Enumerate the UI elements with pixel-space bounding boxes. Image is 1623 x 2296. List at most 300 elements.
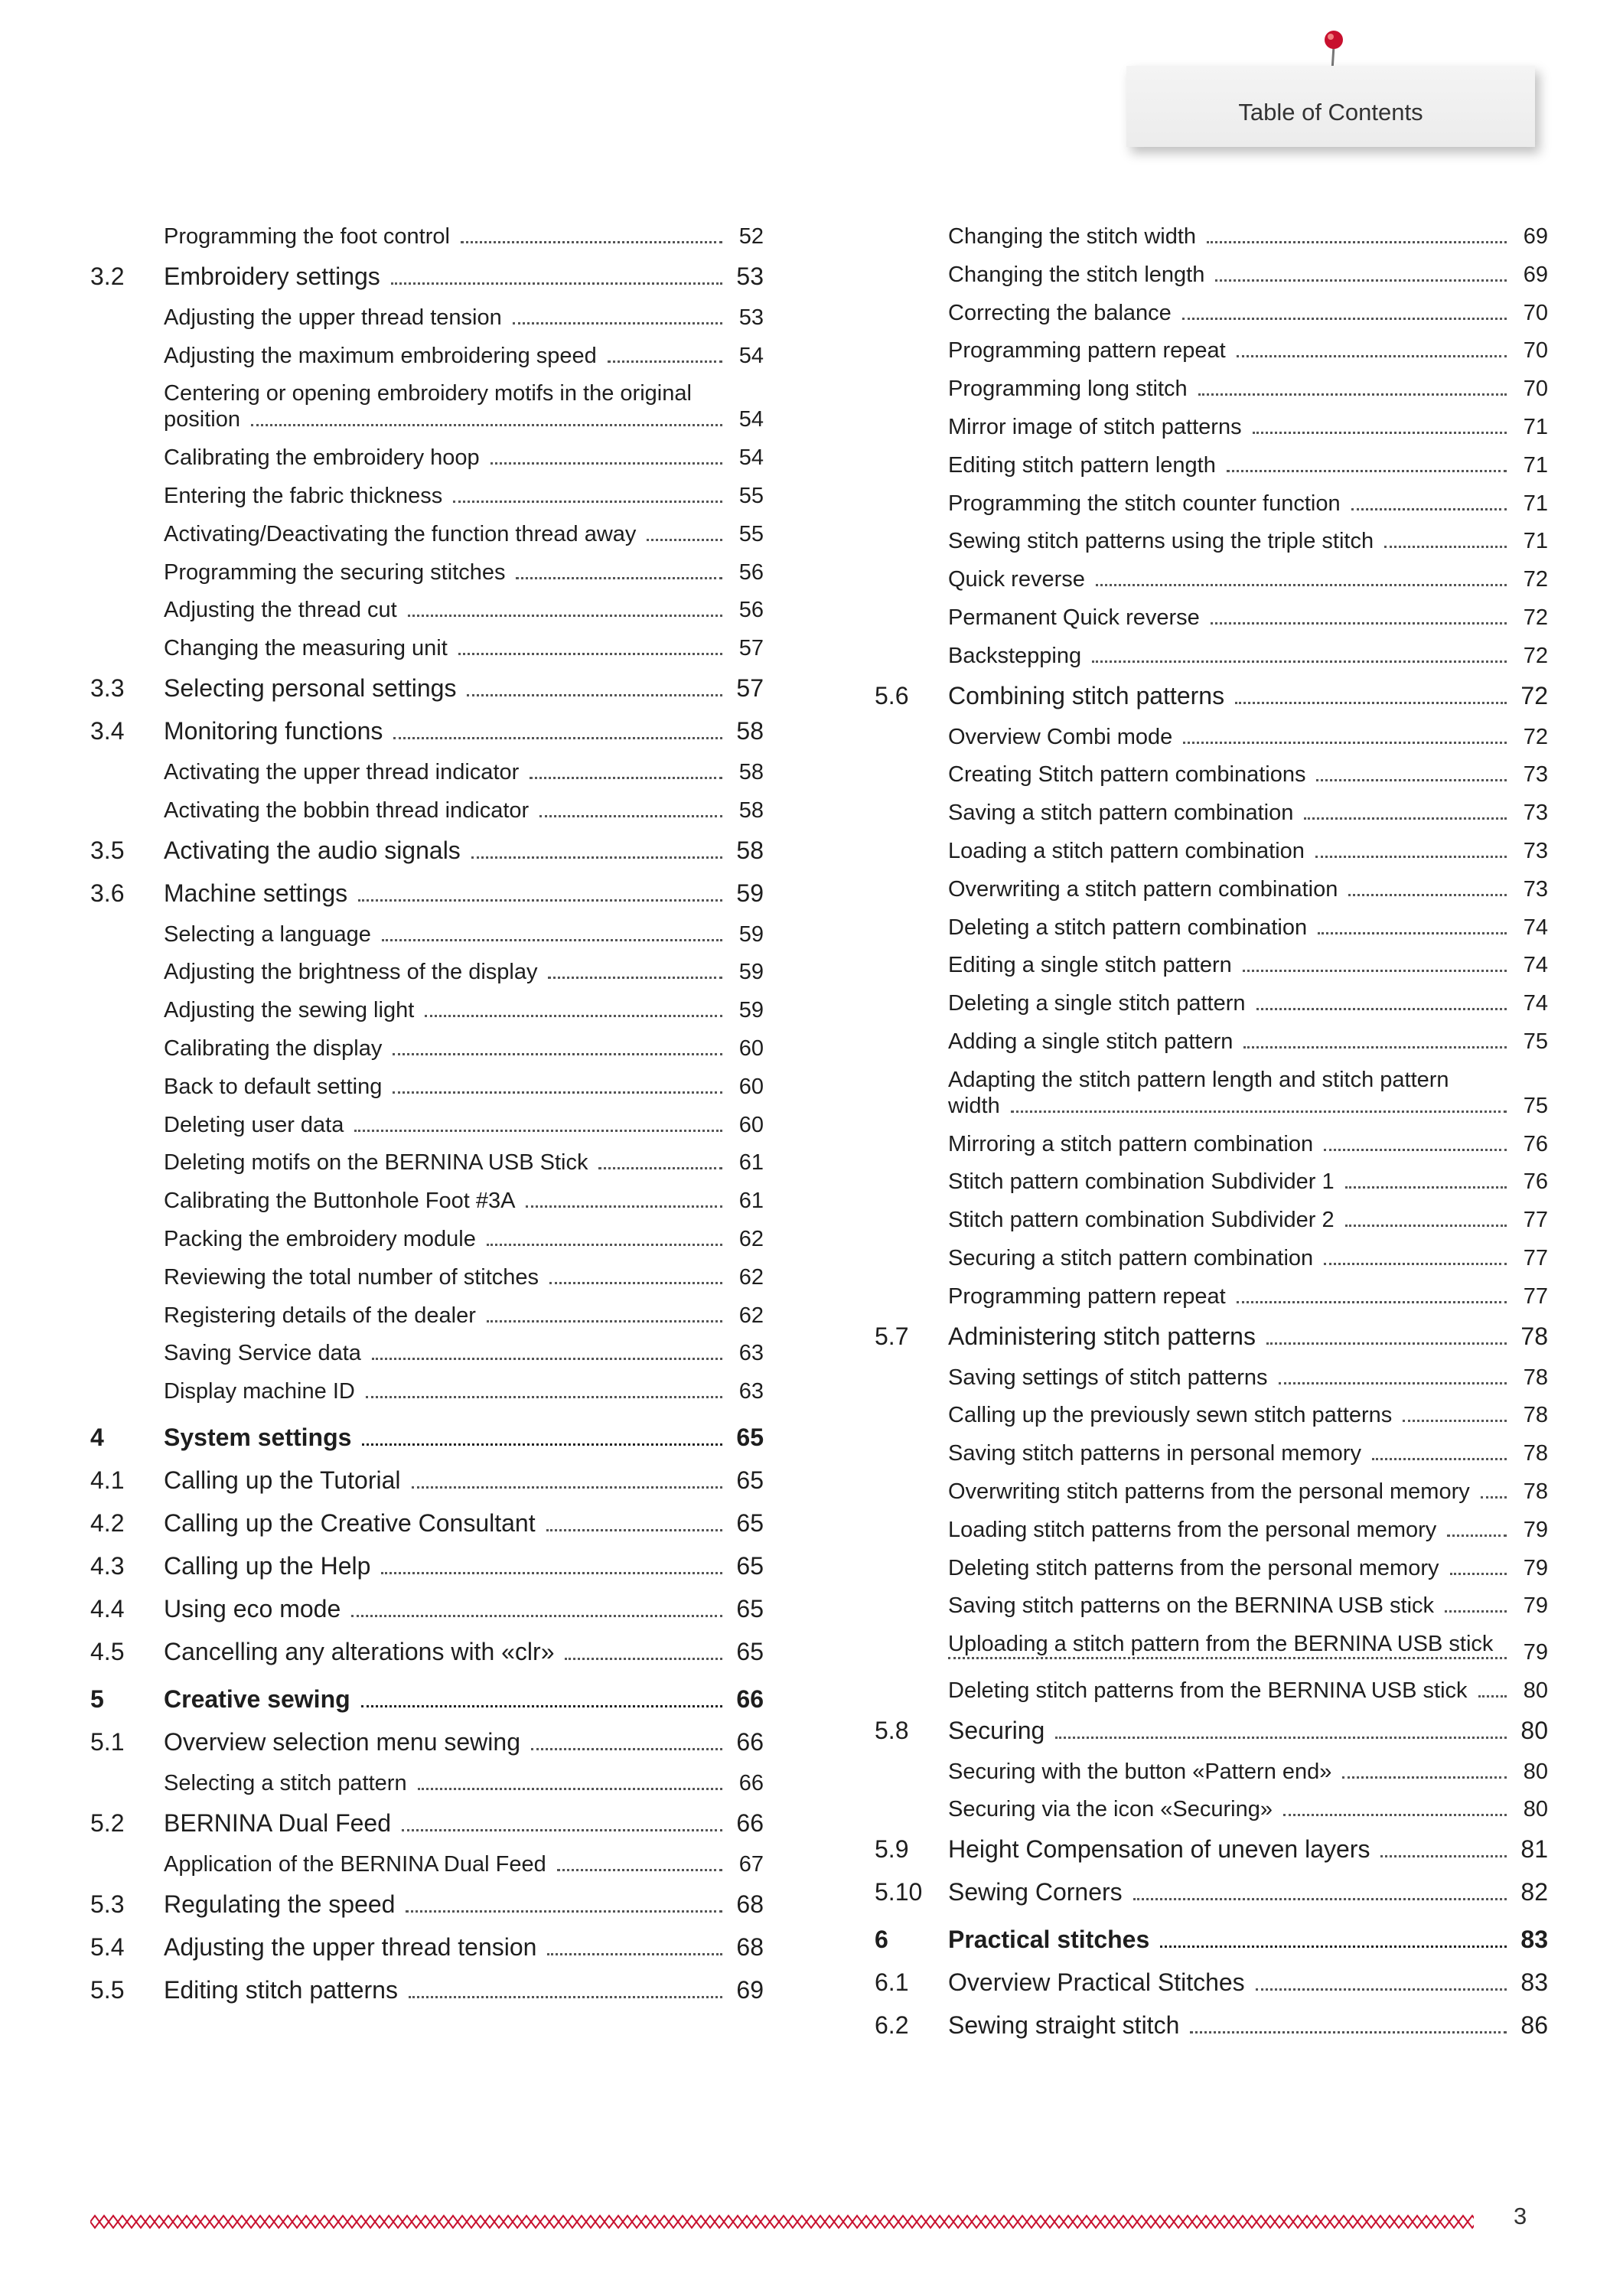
toc-entry[interactable] bbox=[875, 1245, 1548, 1271]
toc-entry-title-wrap bbox=[948, 800, 1514, 826]
toc-entry-title-continued: width bbox=[948, 1093, 1000, 1118]
toc-entry-page: 68 bbox=[736, 1932, 764, 1961]
toc-entry[interactable] bbox=[90, 1226, 764, 1252]
zigzag-line bbox=[90, 2222, 1474, 2228]
toc-entry[interactable] bbox=[875, 915, 1548, 941]
toc-entry-title: Saving Service data bbox=[164, 1341, 361, 1366]
toc-entry-title: Deleting motifs on the BERNINA USB Stick bbox=[164, 1150, 588, 1176]
toc-entry[interactable] bbox=[875, 1029, 1548, 1055]
toc-entry-title-wrap bbox=[948, 1440, 1514, 1466]
toc-entry-title-wrap bbox=[948, 1245, 1514, 1271]
toc-entry-number: 5.4 bbox=[90, 1932, 125, 1961]
toc-entry[interactable] bbox=[90, 1150, 764, 1176]
toc-entry-title-wrap bbox=[164, 1423, 730, 1452]
toc-entry-title: Overwriting stitch patterns from the personal memory bbox=[948, 1479, 1470, 1504]
toc-entry[interactable] bbox=[875, 643, 1548, 669]
toc-dot-leader bbox=[1256, 1988, 1507, 1991]
toc-dot-leader bbox=[393, 1091, 722, 1094]
toc-entry-title: Correcting the balance bbox=[948, 300, 1172, 325]
toc-entry-page: 52 bbox=[738, 224, 764, 249]
toc-entry[interactable] bbox=[90, 223, 764, 249]
toc-entry[interactable] bbox=[90, 445, 764, 471]
toc-dot-leader bbox=[546, 1529, 722, 1531]
toc-entry-page: 60 bbox=[738, 1074, 764, 1099]
toc-entry-page: 66 bbox=[736, 1728, 764, 1756]
toc-entry-page: 71 bbox=[1523, 529, 1548, 554]
toc-entry-number: 3.3 bbox=[90, 673, 125, 702]
toc-entry[interactable] bbox=[875, 1440, 1548, 1466]
toc-entry[interactable] bbox=[90, 797, 764, 823]
toc-entry[interactable] bbox=[90, 1264, 764, 1290]
toc-dot-leader bbox=[1011, 1110, 1507, 1113]
toc-entry-title: Editing a single stitch pattern bbox=[948, 953, 1232, 978]
toc-column-left bbox=[90, 223, 764, 2018]
toc-entry[interactable] bbox=[90, 1074, 764, 1100]
toc-dot-leader bbox=[1055, 1737, 1507, 1739]
toc-entry[interactable] bbox=[875, 1479, 1548, 1505]
toc-entry-title-wrap bbox=[164, 1684, 730, 1714]
toc-entry-page: 62 bbox=[738, 1264, 764, 1290]
toc-entry-page: 78 bbox=[1523, 1365, 1548, 1390]
toc-entry-page: 83 bbox=[1520, 1926, 1548, 1954]
toc-entry-page: 80 bbox=[1520, 1716, 1548, 1744]
toc-entry-title-wrap bbox=[164, 1808, 730, 1838]
toc-entry-page: 60 bbox=[738, 1035, 764, 1061]
toc-entry-title: Selecting personal settings bbox=[164, 673, 457, 702]
toc-entry-title: Regulating the speed bbox=[164, 1890, 396, 1918]
toc-entry-title: Securing a stitch pattern combination bbox=[948, 1245, 1314, 1270]
toc-entry[interactable] bbox=[875, 1365, 1548, 1391]
toc-entry-title: Activating the bobbin thread indicator bbox=[164, 797, 530, 823]
toc-entry-page: 69 bbox=[736, 1975, 764, 2004]
toc-entry-title: Saving stitch patterns in personal memory bbox=[948, 1441, 1361, 1466]
toc-entry-title: Adding a single stitch pattern bbox=[948, 1029, 1234, 1054]
toc-entry-title-wrap bbox=[164, 1770, 730, 1796]
toc-entry-title-wrap bbox=[948, 223, 1514, 249]
toc-entry-page: 72 bbox=[1523, 724, 1548, 749]
toc-entry[interactable] bbox=[875, 1759, 1548, 1785]
toc-entry[interactable] bbox=[90, 343, 764, 369]
toc-dot-leader bbox=[531, 1748, 722, 1750]
toc-dot-leader bbox=[1207, 241, 1507, 243]
toc-entry[interactable] bbox=[90, 559, 764, 585]
toc-entry-title: Back to default setting bbox=[164, 1074, 383, 1099]
toc-entry[interactable] bbox=[875, 300, 1548, 326]
toc-entry-page: 60 bbox=[738, 1112, 764, 1137]
toc-dot-leader bbox=[1279, 1382, 1507, 1384]
toc-dot-leader bbox=[557, 1869, 722, 1871]
toc-entry[interactable] bbox=[90, 716, 764, 745]
toc-entry-title-wrap bbox=[164, 305, 730, 331]
toc-entry-title: Calibrating the embroidery hoop bbox=[164, 445, 480, 471]
toc-entry[interactable] bbox=[875, 338, 1548, 364]
toc-entry-page: 53 bbox=[736, 262, 764, 290]
toc-entry-title-wrap bbox=[164, 1112, 730, 1138]
toc-entry[interactable] bbox=[90, 1551, 764, 1580]
toc-entry[interactable] bbox=[90, 597, 764, 623]
toc-entry-number: 5.9 bbox=[875, 1835, 909, 1864]
toc-entry-page: 73 bbox=[1523, 838, 1548, 863]
toc-entry-number: 5.2 bbox=[90, 1808, 125, 1837]
toc-entry[interactable] bbox=[875, 452, 1548, 478]
toc-entry-title-wrap bbox=[164, 836, 730, 865]
toc-entry[interactable] bbox=[90, 1508, 764, 1538]
toc-entry-title: Adjusting the thread cut bbox=[164, 598, 397, 623]
toc-entry-title-wrap bbox=[948, 1925, 1514, 1954]
toc-entry[interactable] bbox=[90, 1808, 764, 1838]
toc-entry-page: 58 bbox=[738, 797, 764, 823]
toc-entry-page: 62 bbox=[738, 1303, 764, 1328]
toc-dot-leader bbox=[1160, 1945, 1507, 1948]
toc-dot-leader bbox=[1445, 1610, 1507, 1613]
toc-entry-title: System settings bbox=[164, 1424, 352, 1452]
toc-dot-leader bbox=[354, 1130, 722, 1132]
toc-entry-number: 5.8 bbox=[875, 1716, 909, 1744]
toc-entry-title-wrap bbox=[948, 915, 1514, 941]
toc-entry-title: Activating the upper thread indicator bbox=[164, 759, 520, 784]
toc-entry[interactable] bbox=[90, 997, 764, 1023]
toc-entry-page: 77 bbox=[1523, 1208, 1548, 1233]
toc-entry[interactable] bbox=[90, 879, 764, 908]
toc-entry[interactable] bbox=[875, 1283, 1548, 1309]
toc-dot-leader bbox=[1283, 1814, 1507, 1816]
toc-entry[interactable] bbox=[875, 1322, 1548, 1351]
toc-entry-page: 86 bbox=[1520, 2011, 1548, 2040]
toc-entry-title-wrap bbox=[948, 262, 1514, 288]
toc-entry[interactable] bbox=[875, 1517, 1548, 1543]
toc-entry-page: 72 bbox=[1523, 567, 1548, 592]
toc-entry-page: 74 bbox=[1523, 953, 1548, 978]
toc-entry-title: Embroidery settings bbox=[164, 262, 380, 290]
toc-dot-leader bbox=[526, 1205, 722, 1208]
toc-entry-title: Monitoring functions bbox=[164, 716, 383, 745]
toc-entry-page: 63 bbox=[738, 1379, 764, 1404]
toc-entry[interactable] bbox=[90, 1340, 764, 1366]
toc-entry[interactable] bbox=[90, 1035, 764, 1062]
toc-entry-page: 70 bbox=[1523, 300, 1548, 325]
toc-entry-title-wrap bbox=[164, 597, 730, 623]
toc-entry[interactable] bbox=[875, 952, 1548, 978]
toc-entry[interactable] bbox=[875, 528, 1548, 554]
toc-entry-title-wrap bbox=[164, 1851, 730, 1877]
toc-entry-title-wrap bbox=[164, 635, 730, 661]
toc-entry-title: Programming the stitch counter function bbox=[948, 491, 1341, 516]
toc-entry-title: Saving a stitch pattern combination bbox=[948, 801, 1294, 826]
toc-entry-title: Calibrating the display bbox=[164, 1035, 383, 1061]
toc-entry-title-wrap bbox=[164, 1932, 730, 1962]
toc-dot-leader bbox=[458, 653, 722, 655]
toc-entry-page: 71 bbox=[1523, 414, 1548, 439]
toc-entry-page: 65 bbox=[736, 1424, 764, 1452]
toc-entry-title-wrap bbox=[948, 1593, 1514, 1619]
toc-dot-leader bbox=[406, 1910, 722, 1913]
toc-entry-page: 78 bbox=[1523, 1479, 1548, 1504]
toc-entry[interactable] bbox=[875, 566, 1548, 592]
toc-entry-title: Saving settings of stitch patterns bbox=[948, 1365, 1268, 1390]
toc-entry-title-wrap bbox=[948, 1402, 1514, 1428]
toc-entry[interactable] bbox=[90, 1594, 764, 1623]
toc-dot-leader bbox=[381, 1572, 722, 1574]
toc-entry-page: 65 bbox=[736, 1638, 764, 1666]
toc-entry-page: 80 bbox=[1523, 1797, 1548, 1822]
toc-dot-leader bbox=[362, 1443, 722, 1446]
toc-entry[interactable] bbox=[90, 1684, 764, 1714]
toc-entry-title-wrap bbox=[948, 452, 1514, 478]
toc-entry-title: Mirroring a stitch pattern combination bbox=[948, 1131, 1314, 1156]
toc-entry-title: Editing stitch patterns bbox=[164, 1975, 398, 2004]
toc-dot-leader bbox=[487, 1320, 722, 1322]
toc-entry[interactable] bbox=[90, 1770, 764, 1796]
toc-entry-title-wrap bbox=[948, 1835, 1514, 1864]
toc-dot-leader bbox=[425, 1015, 722, 1017]
toc-entry[interactable] bbox=[875, 1796, 1548, 1822]
toc-entry[interactable] bbox=[90, 1378, 764, 1404]
toc-entry-title-wrap bbox=[948, 1169, 1514, 1195]
toc-entry[interactable] bbox=[875, 838, 1548, 864]
toc-entry-page: 81 bbox=[1520, 1835, 1548, 1864]
toc-entry[interactable] bbox=[875, 800, 1548, 826]
toc-entry-page: 73 bbox=[1523, 801, 1548, 826]
toc-dot-leader bbox=[1182, 318, 1507, 320]
toc-entry-title: Changing the measuring unit bbox=[164, 636, 448, 661]
toc-entry-number: 6 bbox=[875, 1926, 888, 1954]
toc-entry-page: 76 bbox=[1523, 1169, 1548, 1195]
toc-entry-title: Entering the fabric thickness bbox=[164, 483, 443, 508]
toc-entry-page: 59 bbox=[738, 960, 764, 985]
toc-entry-page: 59 bbox=[738, 998, 764, 1023]
toc-entry[interactable] bbox=[90, 1851, 764, 1877]
toc-entry-title-wrap bbox=[164, 1188, 730, 1214]
toc-entry[interactable] bbox=[90, 1890, 764, 1919]
toc-entry-title-wrap bbox=[948, 1283, 1514, 1309]
toc-entry[interactable] bbox=[90, 1466, 764, 1495]
toc-entry[interactable] bbox=[875, 876, 1548, 902]
toc-entry[interactable] bbox=[90, 1727, 764, 1756]
toc-entry-title: Loading stitch patterns from the personal memory bbox=[948, 1517, 1437, 1542]
toc-entry[interactable] bbox=[875, 491, 1548, 517]
toc-dot-leader bbox=[549, 1282, 722, 1284]
toc-entry-title-wrap bbox=[948, 1322, 1514, 1351]
toc-entry-page: 55 bbox=[738, 483, 764, 508]
toc-entry[interactable] bbox=[875, 1207, 1548, 1233]
toc-entry[interactable] bbox=[875, 990, 1548, 1016]
toc-dot-leader bbox=[409, 1996, 722, 1998]
toc-entry[interactable] bbox=[875, 1925, 1548, 1954]
toc-entry[interactable] bbox=[875, 223, 1548, 249]
toc-entry-page: 75 bbox=[1523, 1093, 1548, 1118]
toc-entry[interactable] bbox=[90, 1112, 764, 1138]
toc-entry-page: 62 bbox=[738, 1226, 764, 1251]
toc-entry-page: 79 bbox=[1523, 1640, 1548, 1665]
toc-entry[interactable] bbox=[90, 262, 764, 291]
toc-entry-title-wrap bbox=[948, 2011, 1514, 2040]
toc-dot-leader bbox=[1304, 817, 1507, 820]
toc-entry-title-wrap bbox=[164, 716, 730, 745]
toc-entry[interactable] bbox=[875, 1555, 1548, 1581]
toc-entry-title-wrap bbox=[164, 380, 730, 432]
toc-entry-title-wrap bbox=[164, 521, 730, 547]
toc-entry-page: 83 bbox=[1520, 1968, 1548, 1997]
toc-entry-title: Programming the foot control bbox=[164, 224, 450, 249]
toc-dot-leader bbox=[1450, 1573, 1507, 1575]
toc-entry-page: 65 bbox=[736, 1595, 764, 1623]
toc-entry[interactable] bbox=[90, 521, 764, 547]
toc-entry[interactable] bbox=[90, 483, 764, 509]
toc-entry[interactable] bbox=[90, 1975, 764, 2004]
toc-entry[interactable] bbox=[875, 1067, 1548, 1119]
toc-entry[interactable] bbox=[90, 380, 764, 432]
toc-entry-page: 53 bbox=[738, 305, 764, 330]
toc-entry-title-wrap bbox=[948, 1555, 1514, 1581]
toc-dot-leader bbox=[565, 1658, 722, 1660]
toc-dot-leader bbox=[358, 899, 722, 902]
toc-entry-title-wrap bbox=[164, 1074, 730, 1100]
toc-entry-page: 79 bbox=[1523, 1593, 1548, 1619]
footer-decorative-border bbox=[90, 2213, 1474, 2230]
toc-entry-title: Stitch pattern combination Subdivider 1 bbox=[948, 1169, 1335, 1195]
toc-dot-leader bbox=[513, 322, 722, 325]
toc-entry-title: Editing stitch pattern length bbox=[948, 452, 1216, 478]
toc-entry[interactable] bbox=[875, 724, 1548, 750]
toc-entry-page: 78 bbox=[1523, 1403, 1548, 1428]
toc-entry[interactable] bbox=[90, 635, 764, 661]
toc-entry-title: Height Compensation of uneven layers bbox=[948, 1835, 1370, 1864]
toc-entry-title-wrap bbox=[164, 879, 730, 908]
toc-entry[interactable] bbox=[90, 673, 764, 703]
toc-dot-leader bbox=[361, 1705, 722, 1707]
toc-entry-title: Changing the stitch length bbox=[948, 262, 1205, 287]
toc-dot-leader bbox=[1345, 1225, 1507, 1227]
toc-entry-number: 5.1 bbox=[90, 1728, 125, 1756]
toc-entry-page: 71 bbox=[1523, 452, 1548, 478]
toc-entry-page: 71 bbox=[1523, 491, 1548, 516]
toc-entry[interactable] bbox=[90, 921, 764, 947]
toc-entry-title-wrap bbox=[948, 876, 1514, 902]
toc-entry[interactable] bbox=[875, 2011, 1548, 2040]
toc-entry-title: Application of the BERNINA Dual Feed bbox=[164, 1851, 546, 1877]
toc-entry-title: Programming pattern repeat bbox=[948, 338, 1226, 364]
toc-entry-title-wrap bbox=[164, 1150, 730, 1176]
toc-entry-title: Creating Stitch pattern combinations bbox=[948, 762, 1306, 788]
toc-entry[interactable] bbox=[90, 836, 764, 865]
toc-entry[interactable] bbox=[875, 262, 1548, 288]
toc-entry-title-wrap bbox=[164, 1508, 730, 1538]
toc-entry-page: 55 bbox=[738, 521, 764, 546]
toc-entry-title-wrap bbox=[164, 559, 730, 585]
toc-dot-leader bbox=[1342, 1776, 1507, 1779]
toc-entry-page: 70 bbox=[1523, 377, 1548, 402]
toc-entry-title-wrap bbox=[948, 681, 1514, 710]
toc-entry[interactable] bbox=[90, 1932, 764, 1962]
toc-entry-title: Programming long stitch bbox=[948, 377, 1188, 402]
toc-entry[interactable] bbox=[90, 1303, 764, 1329]
toc-dot-leader bbox=[1478, 1695, 1507, 1698]
toc-entry-title: Stitch pattern combination Subdivider 2 bbox=[948, 1208, 1335, 1233]
toc-entry[interactable] bbox=[875, 376, 1548, 402]
toc-dot-leader bbox=[412, 1486, 722, 1489]
toc-entry-page: 77 bbox=[1523, 1283, 1548, 1309]
toc-dot-leader bbox=[1345, 1186, 1507, 1189]
toc-entry-page: 65 bbox=[736, 1466, 764, 1495]
toc-entry-title-wrap bbox=[948, 1365, 1514, 1391]
toc-entry-number: 4.4 bbox=[90, 1595, 125, 1623]
toc-entry-page: 54 bbox=[738, 445, 764, 471]
toc-entry-title-wrap bbox=[948, 838, 1514, 864]
toc-entry[interactable] bbox=[875, 681, 1548, 710]
toc-entry-title: Changing the stitch width bbox=[948, 224, 1197, 249]
toc-entry-page: 79 bbox=[1523, 1555, 1548, 1580]
toc-entry[interactable] bbox=[875, 1716, 1548, 1745]
toc-entry[interactable] bbox=[875, 414, 1548, 440]
toc-dot-leader bbox=[487, 1244, 722, 1246]
toc-entry-title: Administering stitch patterns bbox=[948, 1322, 1256, 1350]
toc-entry[interactable] bbox=[875, 1631, 1548, 1665]
toc-entry[interactable] bbox=[90, 959, 764, 985]
toc-entry[interactable] bbox=[875, 1678, 1548, 1704]
toc-dot-leader bbox=[516, 577, 722, 579]
toc-entry[interactable] bbox=[875, 762, 1548, 788]
toc-dot-leader bbox=[408, 615, 722, 617]
toc-entry-title: Packing the embroidery module bbox=[164, 1226, 476, 1251]
toc-entry-number: 3.2 bbox=[90, 262, 125, 290]
toc-entry-title-wrap bbox=[948, 300, 1514, 326]
toc-entry[interactable] bbox=[875, 1835, 1548, 1864]
toc-entry-title: Programming pattern repeat bbox=[948, 1283, 1226, 1309]
toc-dot-leader bbox=[1237, 1301, 1507, 1303]
toc-entry[interactable] bbox=[90, 759, 764, 785]
toc-entry-title-wrap bbox=[948, 990, 1514, 1016]
toc-entry-title: Overwriting a stitch pattern combination bbox=[948, 876, 1338, 902]
toc-entry[interactable] bbox=[875, 605, 1548, 631]
toc-entry-title-wrap bbox=[948, 1759, 1514, 1785]
toc-entry-number: 4.5 bbox=[90, 1638, 125, 1666]
toc-entry-page: 65 bbox=[736, 1552, 764, 1580]
toc-entry[interactable] bbox=[90, 1423, 764, 1452]
toc-dot-leader bbox=[1447, 1534, 1507, 1537]
zigzag-line bbox=[90, 2216, 1474, 2222]
toc-entry-title-wrap bbox=[164, 483, 730, 509]
toc-entry-title-wrap bbox=[164, 1378, 730, 1404]
toc-column-right bbox=[875, 223, 1548, 2053]
toc-entry-title: Sewing stitch patterns using the triple stitch bbox=[948, 529, 1374, 554]
toc-entry[interactable] bbox=[875, 1593, 1548, 1619]
toc-entry-title-wrap bbox=[164, 1727, 730, 1756]
toc-entry[interactable] bbox=[875, 1131, 1548, 1157]
toc-entry-page: 66 bbox=[736, 1808, 764, 1837]
toc-dot-leader bbox=[351, 1615, 722, 1617]
toc-entry-page: 58 bbox=[736, 716, 764, 745]
toc-entry[interactable] bbox=[875, 1877, 1548, 1906]
toc-entry[interactable] bbox=[875, 1169, 1548, 1195]
toc-entry-title-wrap bbox=[948, 724, 1514, 750]
toc-entry-title: Deleting a single stitch pattern bbox=[948, 991, 1246, 1016]
toc-entry[interactable] bbox=[90, 1637, 764, 1666]
toc-entry[interactable] bbox=[875, 1402, 1548, 1428]
toc-entry[interactable] bbox=[90, 1188, 764, 1214]
toc-entry-number: 5.3 bbox=[90, 1890, 125, 1918]
toc-dot-leader bbox=[539, 815, 722, 817]
toc-entry-page: 59 bbox=[738, 921, 764, 947]
toc-entry-title-wrap bbox=[164, 1264, 730, 1290]
toc-entry[interactable] bbox=[90, 305, 764, 331]
toc-dot-leader bbox=[608, 360, 722, 363]
toc-dot-leader bbox=[1372, 1458, 1507, 1460]
toc-dot-leader bbox=[1198, 393, 1507, 396]
toc-entry[interactable] bbox=[875, 1968, 1548, 1997]
toc-entry-page: 72 bbox=[1523, 605, 1548, 630]
toc-entry-title: Adjusting the maximum embroidering speed bbox=[164, 343, 597, 368]
toc-entry-page: 69 bbox=[1523, 262, 1548, 287]
